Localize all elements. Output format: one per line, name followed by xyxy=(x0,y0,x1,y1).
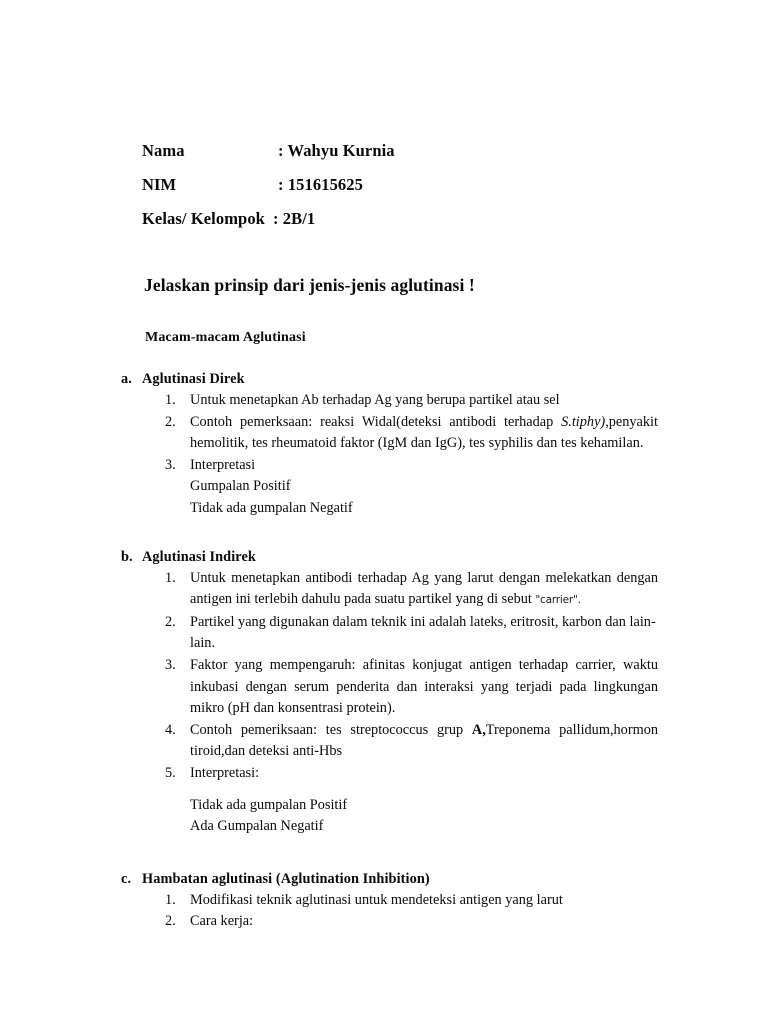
list-item-text: Faktor yang mempengaruh: afinitas konjugat antigen terhadap carrier, waktu inkubasi dengan serum penderita dan interaksi yang terjadi pada lingkungan mikro (pH dan konsentrasi protein). xyxy=(190,656,658,717)
list-item-text: Untuk menetapkan Ab terhadap Ag yang berupa partikel atau sel xyxy=(190,392,560,408)
list-item-marker: 2. xyxy=(165,613,176,630)
list-item xyxy=(0,720,768,763)
list-item-body xyxy=(190,612,658,655)
list-item-text-quoted: "carrier". xyxy=(535,594,581,607)
document-body xyxy=(0,368,768,933)
list-item xyxy=(0,568,768,612)
list-item-body xyxy=(190,911,658,933)
section-gap xyxy=(0,838,768,868)
list-item-text-part2: ,penyakit hemolitik, tes rheumatoid faktor (IgM dan IgG), tes syphilis dan tes kehamilan. xyxy=(190,413,658,452)
section-a-list xyxy=(0,390,768,520)
section-a-marker: a. xyxy=(121,371,132,387)
list-item-marker: 1. xyxy=(165,569,176,586)
list-item-marker: 3. xyxy=(165,456,176,473)
section-c xyxy=(0,868,768,933)
section-c-heading xyxy=(0,868,768,890)
identity-label-nim: NIM xyxy=(142,175,177,194)
list-item-text: Interpretasi: xyxy=(190,764,260,781)
section-c-title: Hambatan aglutinasi (Aglutination Inhibition) xyxy=(142,870,430,887)
identity-row-nim xyxy=(142,168,662,202)
list-item-text xyxy=(190,568,658,612)
list-item-text-part1: Contoh pemerksaan: reaksi Widal(deteksi antibodi terhadap xyxy=(190,413,562,430)
identity-row-kelas xyxy=(142,202,662,236)
list-item-subline: Ada Gumpalan Negatif xyxy=(190,818,324,835)
question-title: Jelaskan prinsip dari jenis-jenis aglutinasi ! xyxy=(144,275,475,295)
identity-label-nama: Nama xyxy=(142,141,185,160)
section-gap xyxy=(0,520,768,546)
identity-value-nim: : 151615625 xyxy=(278,175,363,194)
list-item-marker: 4. xyxy=(165,721,176,738)
list-item-text-part1: Untuk menetapkan antibodi terhadap Ag yang larut dengan melekatkan dengan antigen ini terlebih dahulu pada suatu partikel yang di sebut xyxy=(190,569,658,608)
section-a-title: Aglutinasi Direk xyxy=(142,371,245,387)
list-item xyxy=(0,455,768,520)
list-item-text-italic: S.tiphy) xyxy=(561,413,606,430)
identity-value-nama: : Wahyu Kurnia xyxy=(278,141,395,160)
list-item-text xyxy=(190,412,658,455)
list-item-text-part1: Contoh pemeriksaan: tes streptococcus grup xyxy=(190,721,472,738)
section-a xyxy=(0,368,768,520)
list-item-text: Cara kerja: xyxy=(190,913,254,930)
section-a-heading xyxy=(0,368,768,390)
list-item-marker: 5. xyxy=(165,764,176,781)
list-item-body xyxy=(190,890,658,912)
list-item-marker: 3. xyxy=(165,656,176,673)
list-item-text: Modifikasi teknik aglutinasi untuk mendeteksi antigen yang larut xyxy=(190,891,563,908)
list-item xyxy=(0,890,768,912)
list-item xyxy=(0,412,768,455)
list-item-subline: Gumpalan Positif xyxy=(190,478,291,495)
section-b-marker: b. xyxy=(121,548,133,565)
identity-label-kelas: Kelas/ Kelompok xyxy=(142,209,265,228)
list-item-body xyxy=(190,390,658,412)
section-c-list xyxy=(0,890,768,933)
list-item-text-part2: Treponema pallidum,hormon tiroid,dan deteksi anti-Hbs xyxy=(190,721,659,760)
section-b-title: Aglutinasi Indirek xyxy=(142,548,256,565)
list-item-text: Interpretasi xyxy=(190,456,256,473)
identity-block xyxy=(142,134,662,236)
list-item-body xyxy=(190,720,658,763)
list-item xyxy=(0,763,768,838)
list-item-marker: 2. xyxy=(165,413,176,430)
list-item-subline: Tidak ada gumpalan Positif xyxy=(190,796,348,813)
section-c-marker: c. xyxy=(121,870,132,887)
list-item-body xyxy=(190,655,658,720)
list-item-body xyxy=(190,455,658,520)
list-item-text: Partikel yang digunakan dalam teknik ini adalah lateks, eritrosit, karbon dan lain-lain. xyxy=(190,613,656,652)
identity-value-kelas: : 2B/1 xyxy=(272,209,316,228)
list-item-body xyxy=(190,412,658,455)
list-item-marker: 1. xyxy=(165,392,176,408)
list-item-text xyxy=(190,720,658,763)
list-item-marker: 2. xyxy=(165,913,176,930)
section-b-list xyxy=(0,568,768,838)
list-item-body xyxy=(190,568,658,612)
section-caption: Macam-macam Aglutinasi xyxy=(145,330,306,345)
list-item xyxy=(0,390,768,412)
list-item-marker: 1. xyxy=(165,891,176,908)
list-item xyxy=(0,612,768,655)
list-item-subline: Tidak ada gumpalan Negatif xyxy=(190,499,353,516)
list-item xyxy=(0,655,768,720)
list-item-text-bold: A, xyxy=(471,721,486,738)
list-item xyxy=(0,911,768,933)
list-item-body xyxy=(190,763,658,838)
section-b-heading xyxy=(0,546,768,568)
identity-row-nama xyxy=(142,134,662,168)
section-b xyxy=(0,546,768,838)
